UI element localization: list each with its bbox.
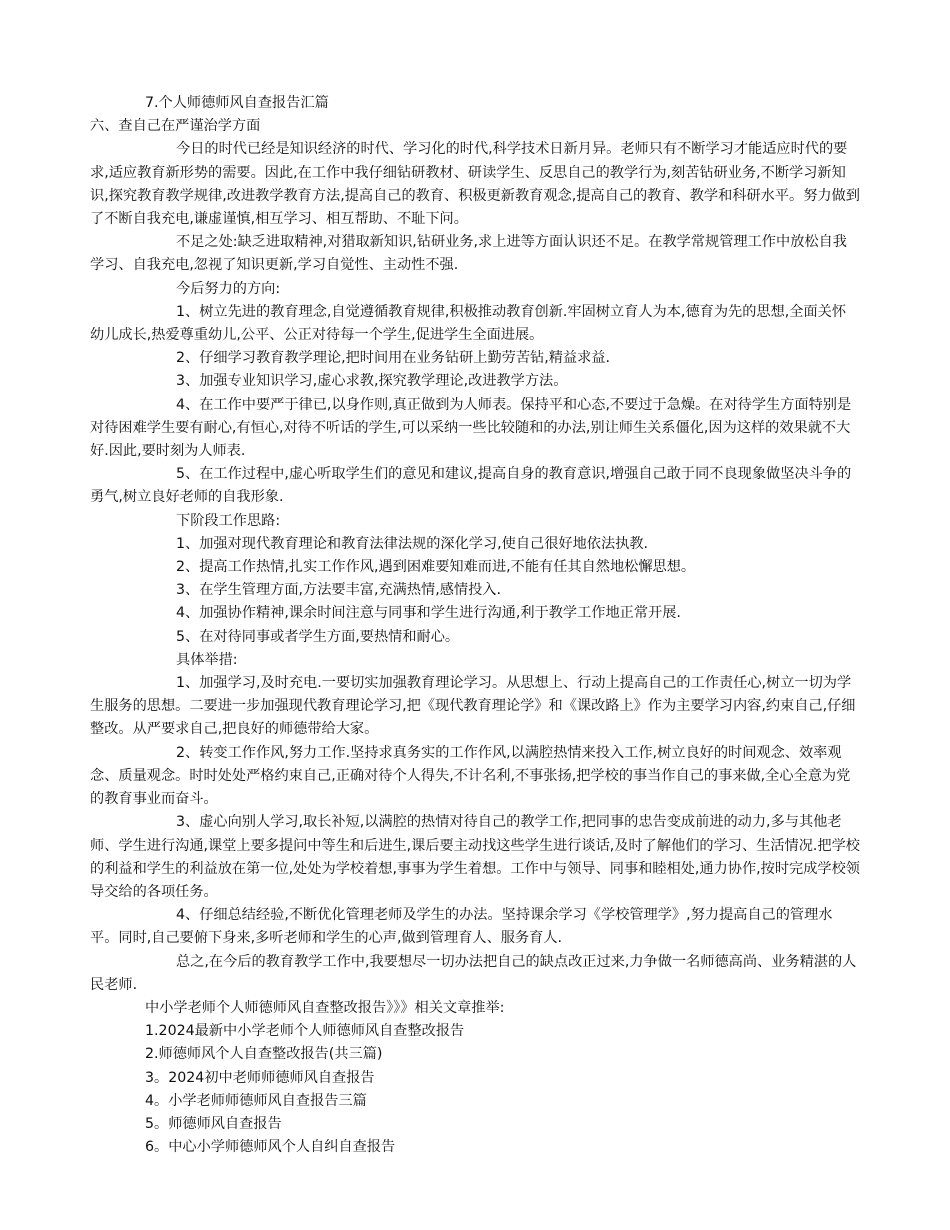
measures-item: 1、加强学习,及时充电.一要切实加强教育理论学习。从思想上、行动上提高自己的工作责任心,树立一切为学生服务的思想。二要进一步加强现代教育理论学习,把《现代教育理论学》和《课改路上》作为主要学习内容,约束自己,仔细整改。从严要求自己,把良好的师德带给大家。 bbox=[90, 675, 856, 738]
document-body bbox=[90, 92, 860, 1159]
future-item: 1、树立先进的教育理念,自觉遵循教育规律,积极推动教育创新.牢固树立育人为本,德育为先的思想,全面关怀幼儿成长,热爱尊重幼儿,公平、公正对待每一个学生,促进学生全面进展。 bbox=[90, 303, 847, 344]
measures-heading: 具体举措: bbox=[176, 651, 238, 668]
related-link[interactable]: 1.2024最新中小学老师个人师德师风自查整改报告 bbox=[145, 1023, 465, 1040]
related-link[interactable]: 6。中心小学师德师风个人自纠自查报告 bbox=[145, 1139, 396, 1156]
paragraph: 不足之处:缺乏进取精神,对猎取新知识,钻研业务,求上进等方面认识还不足。在教学常规管理工作中放松自我学习、自我充电,忽视了知识更新,学习自觉性、主动性不强. bbox=[90, 234, 847, 274]
related-link[interactable]: 3。2024初中老师师德师风自查报告 bbox=[145, 1069, 375, 1086]
section-heading: 六、查自己在严谨治学方面 bbox=[90, 118, 261, 135]
related-link[interactable]: 2.师德师风个人自查整改报告(共三篇) bbox=[145, 1046, 383, 1063]
document-title: 7.个人师德师风自查报告汇篇 bbox=[145, 95, 329, 111]
measures-item: 3、虚心向别人学习,取长补短,以满腔的热情对待自己的教学工作,把同事的忠告变成前进的动力,多与其他老师、学生进行沟通,课堂上要多提问中等生和后进生,课后要主动找这些学生进行谈话,及时了解他们的学习、生活情况.把学校的利益和学生的利益放在第一位,处处为学校着想,事事为学生着想。工作中与领导、同事和睦相处,通力协作,按时完成学校领导交给的各项任务。 bbox=[90, 814, 860, 900]
next-item: 4、加强协作精神,课余时间注意与同事和学生进行沟通,利于教学工作地正常开展. bbox=[176, 605, 681, 622]
conclusion: 总之,在今后的教育教学工作中,我要想尽一切办法把自己的缺点改正过来,力争做一名师德高尚、业务精湛的人民老师. bbox=[90, 953, 857, 993]
future-item: 3、加强专业知识学习,虚心求教,探究教学理论,改进教学方法。 bbox=[176, 373, 568, 390]
next-item: 1、加强对现代教育理论和教育法律法规的深化学习,使自己很好地依法执教. bbox=[176, 535, 649, 552]
future-heading: 今后努力的方向: bbox=[176, 280, 281, 297]
next-item: 2、提高工作热情,扎实工作作风,遇到困难要知难而进,不能有任其自然地松懈思想。 bbox=[176, 559, 696, 576]
paragraph: 今日的时代已经是知识经济的时代、学习化的时代,科学技术日新月异。老师只有不断学习才能适应时代的要求,适应教育新形势的需要。因此,在工作中我仔细钻研教材、研读学生、反思自己的教学行为,刻苦钻研业务,不断学习新知识,探究教育教学规律,改进教学教育方法,提高自己的教育、积极更新教育观念,提高自己的教育、教学和科研水平。努力做到了不断自我充电,谦虚谨慎,相互学习、相互帮助、不耻下问。 bbox=[90, 141, 860, 228]
related-heading: 中小学老师个人师德师风自查整改报告》》》相关文章推举: bbox=[145, 999, 505, 1016]
measures-item: 4、仔细总结经验,不断优化管理老师及学生的办法。坚持课余学习《学校管理学》,努力提高自己的管理水平。同时,自己要俯下身来,多听老师和学生的心声,做到管理育人、服务育人. bbox=[90, 907, 833, 947]
related-link[interactable]: 5。师德师风自查报告 bbox=[145, 1115, 282, 1132]
future-item: 2、仔细学习教育教学理论,把时间用在业务钻研上勤劳苦钻,精益求益. bbox=[176, 350, 610, 367]
future-item: 4、在工作中要严于律已,以身作则,真正做到为人师表。保持平和心态,不要过于急燥。在对待学生方面特别是对待困难学生要有耐心,有恒心,对待不听话的学生,可以采纳一些比较随和的办法,别让师生关系僵化,因为这样的效果就不大好.因此,要时刻为人师表. bbox=[90, 396, 852, 460]
next-heading: 下阶段工作思路: bbox=[176, 512, 281, 529]
next-item: 3、在学生管理方面,方法要丰富,充满热情,感情投入. bbox=[176, 582, 502, 599]
measures-item: 2、转变工作作风,努力工作.坚持求真务实的工作作风,以满腔热情来投入工作,树立良好的时间观念、效率观念、质量观念。时时处处严格约束自己,正确对待个人得失,不计名利,不事张扬,把学校的事当作自己的事来做,全心全意为党的教育事业而奋斗。 bbox=[90, 744, 851, 808]
next-item: 5、在对待同事或者学生方面,要热情和耐心。 bbox=[176, 628, 460, 645]
future-item: 5、在工作过程中,虚心听取学生们的意见和建议,提高自身的教育意识,增强自己敢于同不良现象做坚决斗争的勇气,树立良好老师的自我形象. bbox=[90, 466, 852, 506]
related-link[interactable]: 4。小学老师师德师风自查报告三篇 bbox=[145, 1092, 367, 1109]
